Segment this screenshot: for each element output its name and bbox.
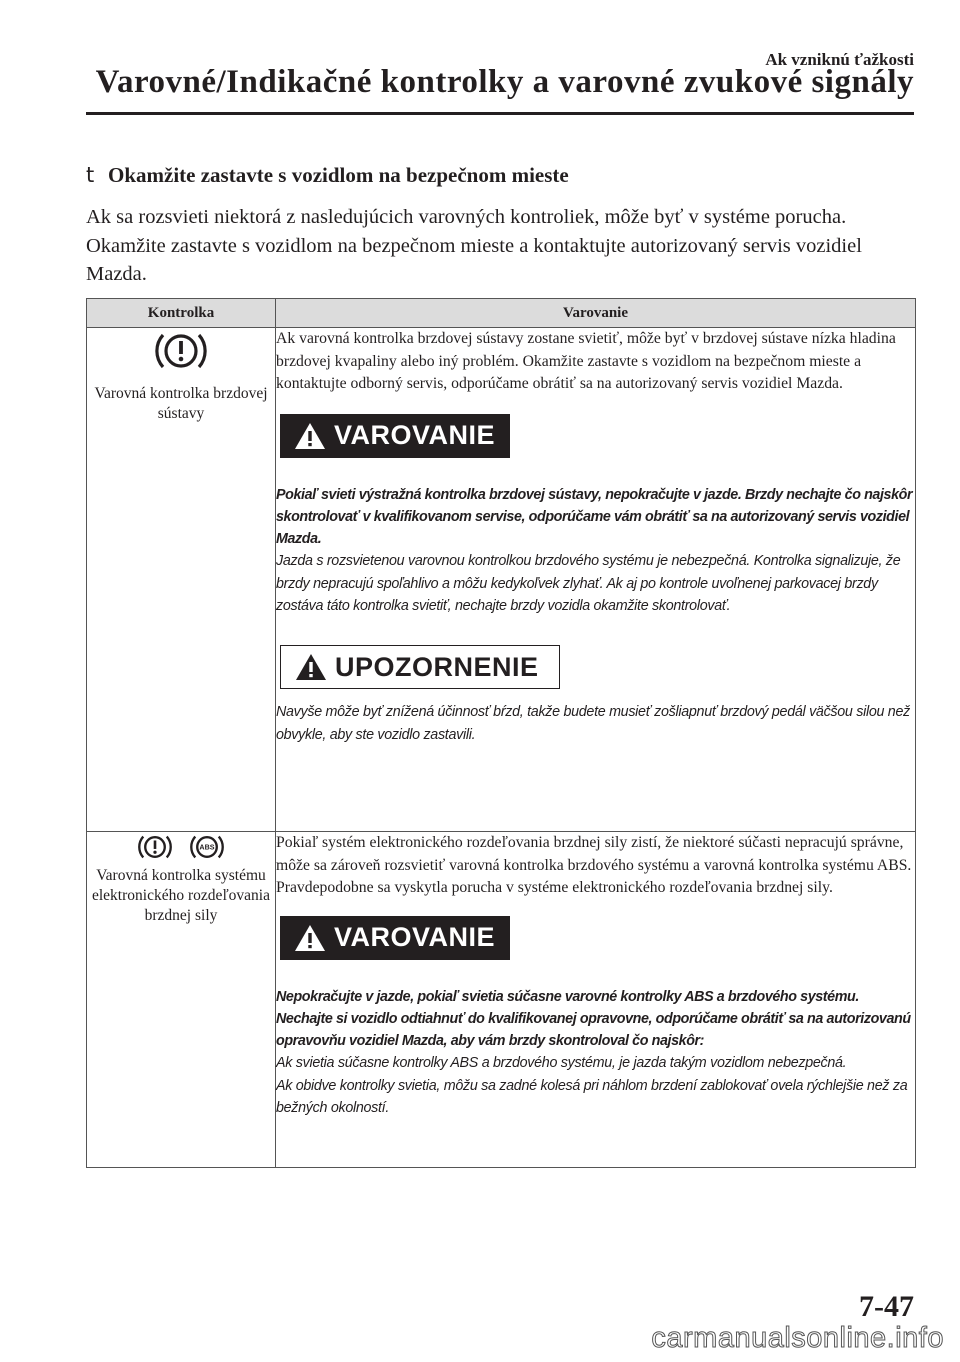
section-heading bbox=[86, 163, 569, 188]
caution-badge-label: UPOZORNENIE bbox=[335, 651, 539, 682]
warning-triangle-icon bbox=[294, 924, 326, 952]
description-cell bbox=[276, 328, 916, 832]
caution-text: Navyše môže byť znížená účinnosť bŕzd, takže budete musieť zošliapnuť brzdový pedál väčšou silou než obvykle, aby ste vozidlo zastavili. bbox=[276, 704, 910, 743]
warning-badge bbox=[280, 916, 510, 960]
lamp-label: Varovná kontrolka brzdovej sústavy bbox=[94, 385, 268, 422]
caution-triangle-icon bbox=[295, 653, 327, 681]
watermark: carmanualsonline.info bbox=[651, 1322, 944, 1354]
table-row bbox=[87, 328, 916, 832]
table-row bbox=[87, 832, 916, 1168]
abs-icon-text: ABS bbox=[199, 843, 215, 852]
warning-text: Jazda s rozsvietenou varovnou kontrolkou brzdového systému je nebezpečná. Kontrolka signalizuje, že brzdy nepracujú spoľahlivo a môžu kedykoľvek zlyhať. Ak aj po kontrole uvoľnenej parkovacej brzdy zostáva táto kontrolka svietiť, nechajte brzdy vozidla okamžite skontrolovať. bbox=[276, 553, 901, 614]
section-intro: Ak sa rozsvieti niektorá z nasledujúcich varovných kontroliek, môže byť v systéme porucha. Okamžite zastavte s vozidlom na bezpečnom mieste a kontaktujte autorizovaný servis vozidiel Mazda. bbox=[86, 206, 862, 285]
description-text: Pokiaľ systém elektronického rozdeľovania brzdnej sily zistí, že niektoré súčasti nepracujú správne, môže sa zároveň rozsvietiť varovná kontrolka brzdového systému a varovná kontrolka systému ABS. Pravdepodobne sa vyskytla porucha v systéme elektronického rozdeľovania brzdnej sily. bbox=[276, 834, 912, 896]
brake-warning-icon bbox=[87, 328, 275, 380]
section-bullet: t bbox=[86, 163, 95, 187]
column-header-warning: Varovanie bbox=[276, 299, 916, 328]
warning-text: Ak svietia súčasne kontrolky ABS a brzdového systému, je jazda takým vozidlom nebezpečná. bbox=[276, 1055, 847, 1072]
warning-badge-label: VAROVANIE bbox=[334, 420, 496, 450]
warning-lamp-table bbox=[86, 298, 916, 1168]
brake-warning-icon bbox=[136, 832, 174, 862]
title-rule bbox=[86, 112, 914, 115]
warning-bold-text: Pokiaľ svieti výstražná kontrolka brzdovej sústavy, nepokračujte v jazde. Brzdy nechajte čo najskôr skontrolovať v kvalifikovanom servise, odporúčame vám obrátiť sa na autorizovaný servis vozidiel Mazda. bbox=[276, 486, 913, 548]
warning-text: Ak obidve kontrolky svietia, môžu sa zadné kolesá pri náhlom brzdení zablokovať ovela rýchlejšie než za bežných okolností. bbox=[276, 1077, 908, 1116]
description-text: Ak varovná kontrolka brzdovej sústavy zostane svietiť, môže byť v brzdovej sústave nízka hladina brzdovej kvapaliny alebo iný problém. Okamžite zastavte s vozidlom na bezpečnom mieste a kontaktujte odborný servis, odporúčame obrátiť sa na autorizovaný servis vozidiel Mazda. bbox=[276, 330, 896, 392]
description-cell bbox=[276, 832, 916, 1168]
warning-bold-text: Nepokračujte v jazde, pokiaľ svietia súčasne varovné kontrolky ABS a brzdového systému. Nechajte si vozidlo odtiahnuť do kvalifikovanej opravovne, odporúčame obrátiť sa na autorizovanú opravovňu vozidiel Mazda, aby vám brzdy skontroloval čo najskôr: bbox=[276, 988, 911, 1050]
lamp-label: Varovná kontrolka systému elektronického rozdeľovania brzdnej sily bbox=[91, 867, 270, 924]
lamp-cell bbox=[87, 328, 276, 832]
page-number: 7-47 bbox=[859, 1290, 914, 1323]
warning-badge-label: VAROVANIE bbox=[334, 922, 496, 952]
chapter-label: Ak vzniknú ťažkosti bbox=[765, 50, 914, 69]
column-header-lamp: Kontrolka bbox=[87, 299, 276, 328]
page-title: Varovné/Indikačné kontrolky a varovné zvukové signály bbox=[95, 64, 914, 100]
lamp-cell bbox=[87, 832, 276, 1168]
section-heading-text: Okamžite zastavte s vozidlom na bezpečnom mieste bbox=[108, 163, 569, 187]
warning-badge bbox=[280, 414, 510, 458]
caution-badge bbox=[280, 645, 560, 689]
table-header-row bbox=[87, 299, 916, 328]
warning-triangle-icon bbox=[294, 422, 326, 450]
abs-icon bbox=[188, 832, 226, 862]
